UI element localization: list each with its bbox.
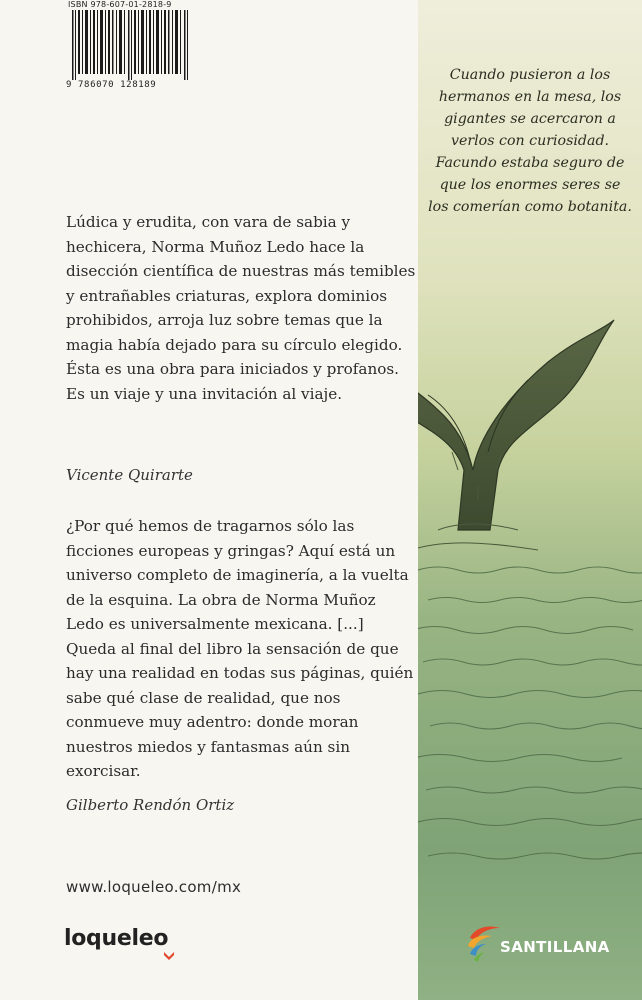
back-cover-excerpt: Cuando pusieron a los hermanos en la mesa, los gigantes se acercaron a verlos con curiosidad. Facundo estaba seguro de que los enormes seres se los comerían como botanita. xyxy=(428,67,632,215)
loqueleo-logo-text: loqueleo xyxy=(64,926,169,951)
isbn-label: ISBN 978-607-01-2818-9 xyxy=(68,0,172,9)
review-text: ¿Por qué hemos de tragarnos sólo las ficciones europeas y gringas? Aquí está un universo completo de imaginería, a la vuelta de la esquina. La obra de Norma Muñoz Ledo es universalmente mexicana. [...] Queda al final del libro la sensación de que hay una realidad en todas sus páginas, quién sabe qué clase de realidad, que nos conmueve muy adentro: donde moran nuestros miedos y fantasmas aún sin exorcisar. xyxy=(66,517,414,780)
review-author: Gilberto Rendón Ortiz xyxy=(66,796,235,814)
website-url: www.loqueleo.com/mx xyxy=(66,878,242,896)
barcode-number: 9 786070 128189 xyxy=(66,80,157,90)
santillana-wordmark: SANTILLANA xyxy=(500,938,610,956)
santillana-swoosh-icon xyxy=(464,920,504,964)
barcode xyxy=(66,0,196,96)
review-author: Vicente Quirarte xyxy=(66,466,193,484)
santillana-logo xyxy=(464,920,624,964)
loqueleo-mark-icon xyxy=(164,952,174,960)
barcode-bars xyxy=(72,10,190,80)
review-text: Lúdica y erudita, con vara de sabia y hechicera, Norma Muñoz Ledo hace la disección científica de nuestras más temibles y entrañables criaturas, explora dominios prohibidos, arroja luz sobre temas que la magia había dejado para su círculo elegido. Ésta es una obra para iniciados y profanos. Es un viaje y una invitación al viaje. xyxy=(66,213,416,403)
loqueleo-logo xyxy=(64,926,168,951)
